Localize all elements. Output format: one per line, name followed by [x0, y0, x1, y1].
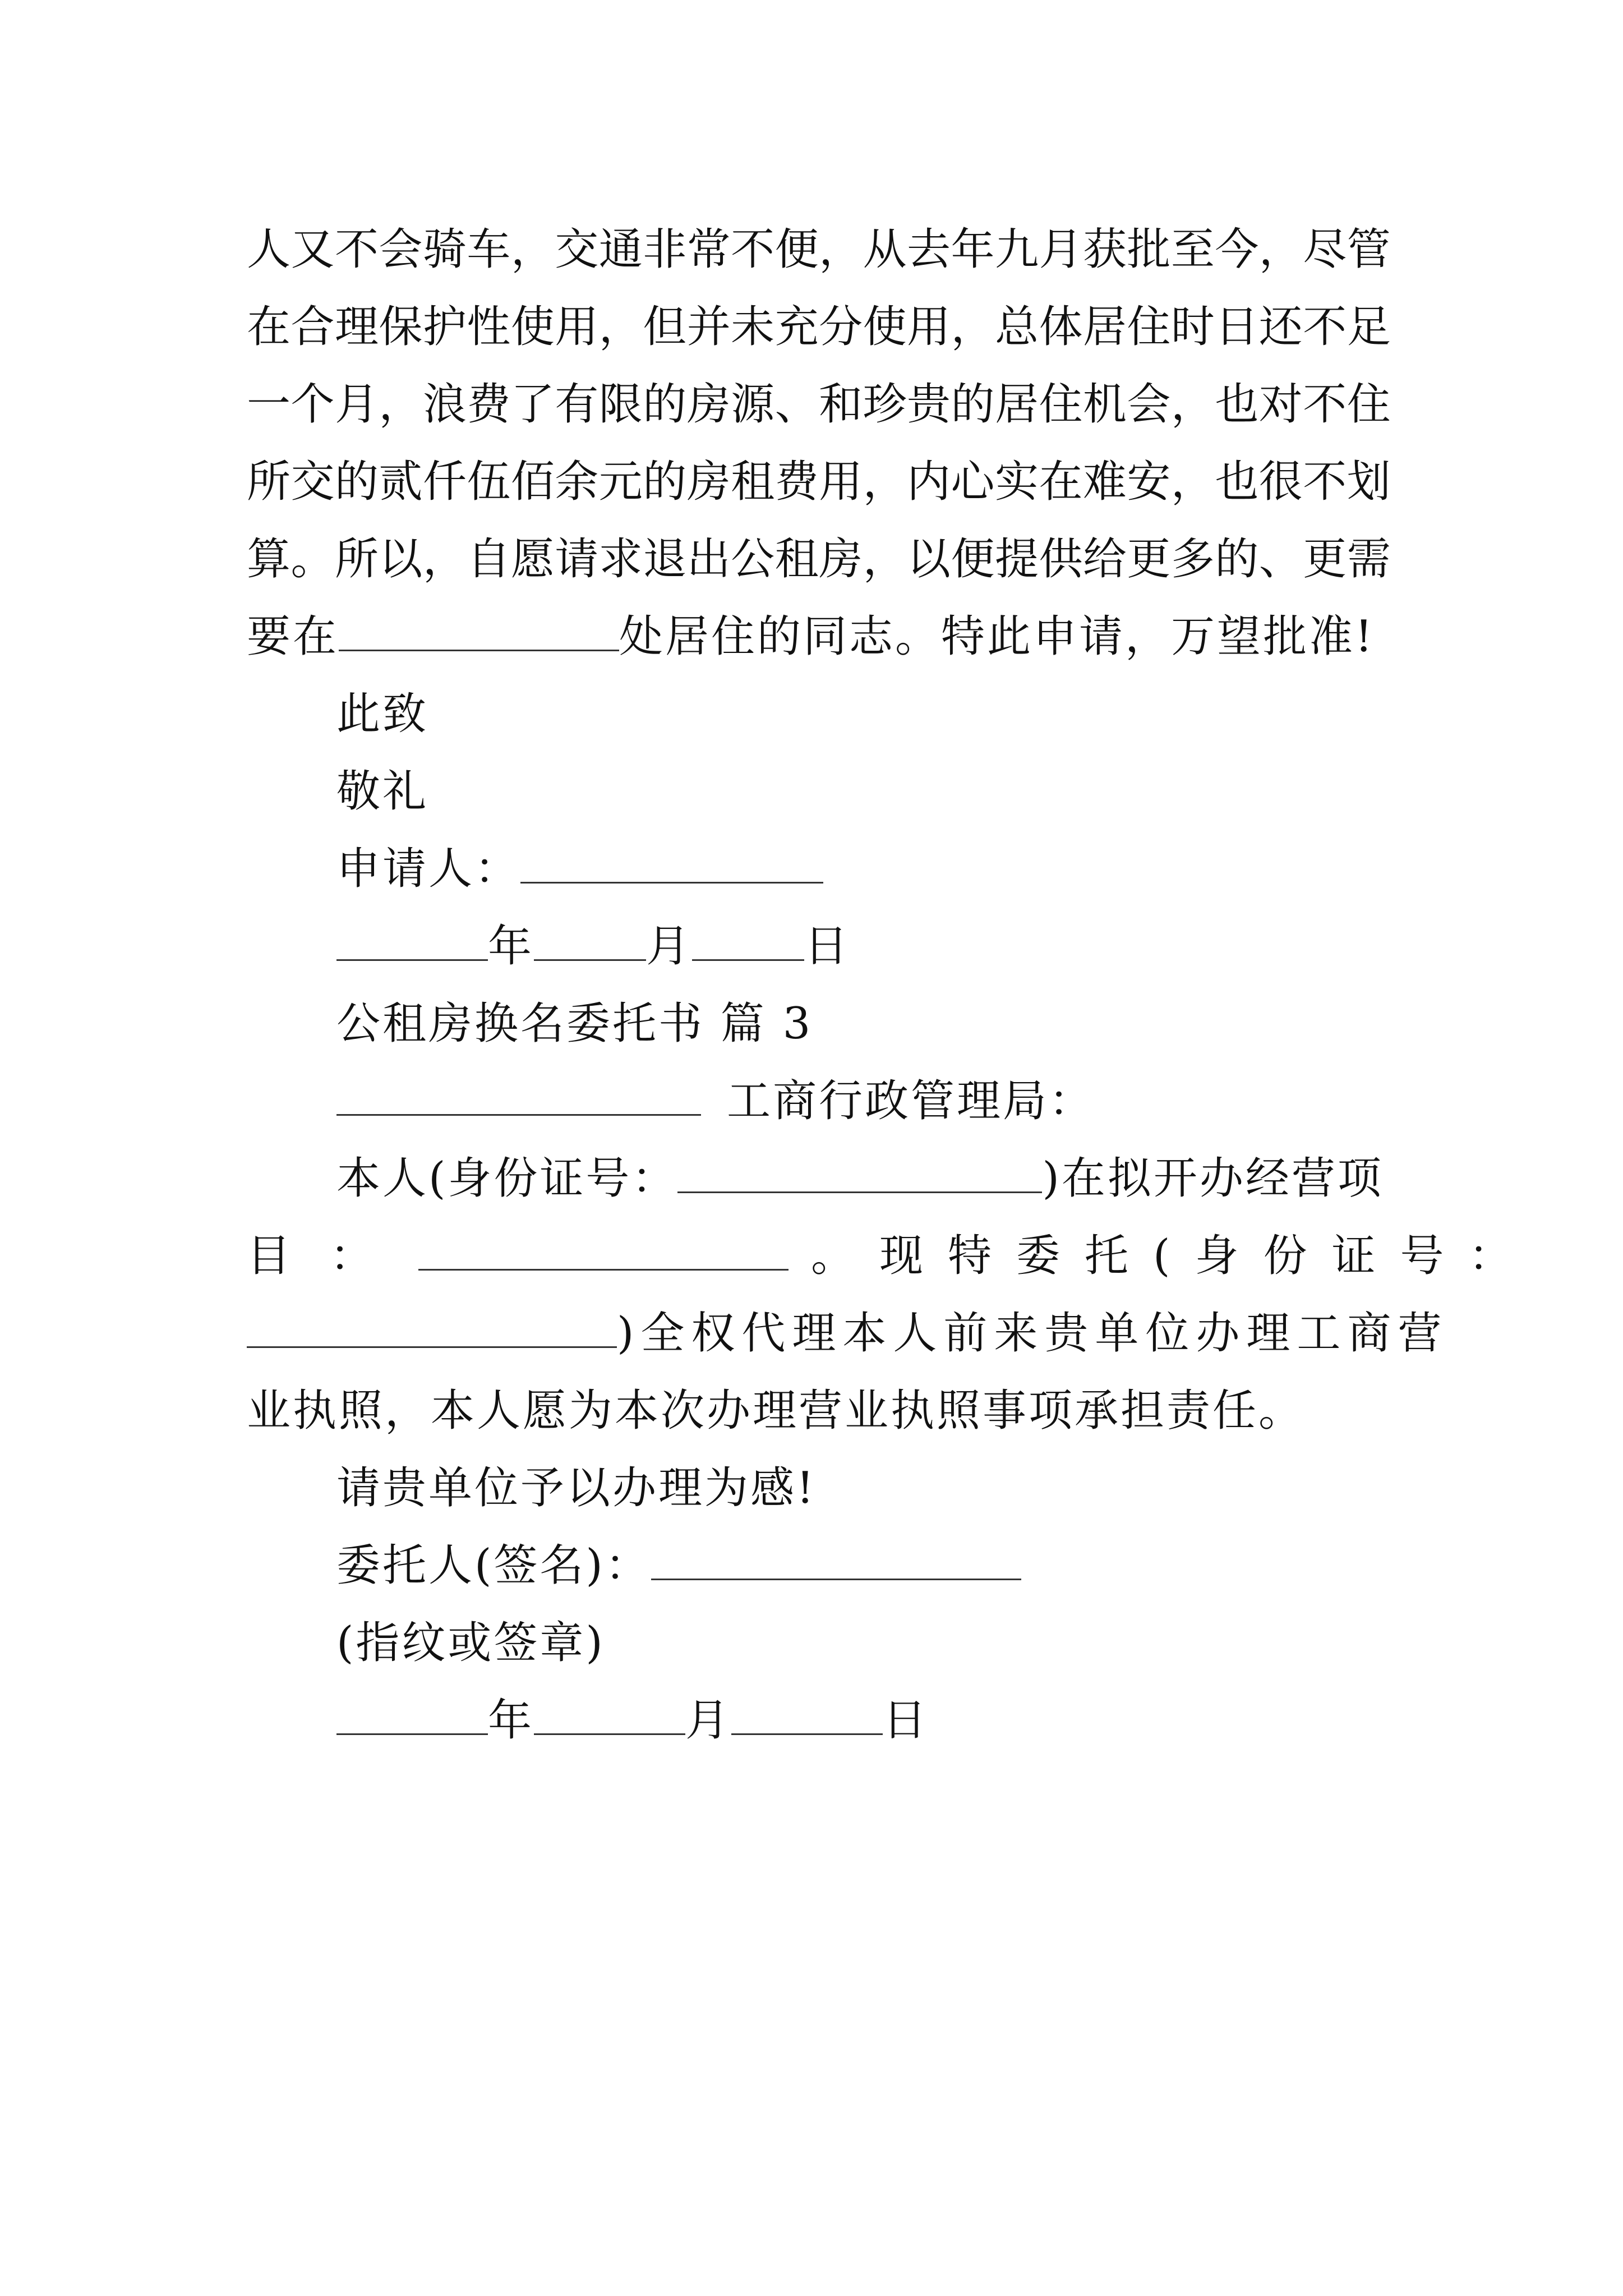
paragraph-char: ，	[1170, 379, 1215, 430]
paragraph-char: 总	[994, 302, 1039, 352]
paragraph-char: 并	[686, 302, 731, 352]
paragraph-char: 伍	[467, 457, 511, 507]
blank-day[interactable]	[692, 915, 804, 961]
paragraph-char: 分	[819, 302, 863, 352]
paragraph-char: 供	[1039, 534, 1083, 585]
paragraph-char: 还	[1258, 302, 1303, 352]
paragraph-char: 便	[951, 534, 995, 585]
paragraph-char: 给	[1082, 534, 1127, 585]
paragraph-char: 机	[1082, 379, 1127, 430]
paragraph-char: 今	[1215, 224, 1259, 275]
paragraph-char: ，	[1258, 224, 1303, 275]
paragraph-char: 骑	[422, 224, 467, 275]
paragraph-char: 内	[907, 457, 951, 507]
paragraph-char: 的	[643, 379, 687, 430]
paragraph-char: 又	[291, 224, 335, 275]
addressee-row	[336, 1070, 1391, 1132]
paragraph-char: 足	[1347, 302, 1391, 352]
respect-closing: 敬礼	[336, 766, 429, 817]
paragraph-char: 保	[379, 302, 423, 352]
blank-business-item[interactable]	[418, 1225, 789, 1271]
paragraph-char: 在	[1039, 457, 1083, 507]
paragraph-char: 以	[379, 534, 423, 585]
applicant-row	[336, 838, 1391, 900]
applicant-label: 申请人：	[336, 844, 521, 894]
principal-row	[336, 1535, 1391, 1596]
paragraph-char: 、	[1258, 534, 1303, 585]
paragraph-char: 贵	[907, 379, 951, 430]
paragraph-char: 交	[555, 224, 599, 275]
body-line-1	[336, 1148, 1391, 1209]
blank-year[interactable]	[336, 1690, 488, 1735]
paragraph-char: 九	[994, 224, 1039, 275]
paragraph-char: 也	[1215, 457, 1259, 507]
paragraph-char: 、	[774, 379, 819, 430]
paragraph-char: 会	[379, 224, 423, 275]
paragraph-char: 不	[1303, 302, 1347, 352]
year-label: 年	[488, 921, 534, 972]
paragraph-char: 多	[1170, 534, 1215, 585]
paragraph-char: 房	[819, 534, 863, 585]
paragraph-char: 通	[598, 224, 643, 275]
paragraph-char: 退	[643, 534, 687, 585]
paragraph-char: 从	[863, 224, 907, 275]
paragraph-char: ，	[863, 534, 907, 585]
paragraph-char: 实	[994, 457, 1039, 507]
paragraph-char: 所	[247, 457, 291, 507]
paragraph-char: 需	[1347, 534, 1391, 585]
paragraph-char: 车	[467, 224, 511, 275]
section-title: 公租房换名委托书 篇 3	[336, 999, 813, 1049]
thanks-line: 请贵单位予以办理为感!	[336, 1463, 817, 1513]
paragraph-text: 处居住的同志。特此申请，万望批准!	[619, 611, 1375, 662]
date-row-2	[336, 1690, 1391, 1751]
body-text: )在拟开办经营项	[1042, 1153, 1384, 1204]
paragraph-char: ，	[510, 224, 555, 275]
month-label: 月	[646, 921, 693, 972]
paragraph-char: 住	[1039, 379, 1083, 430]
paragraph-char: 以	[907, 534, 951, 585]
paragraph-char: 了	[510, 379, 555, 430]
paragraph-char: 便	[774, 224, 819, 275]
paragraph-char: 的	[951, 379, 995, 430]
paragraph-char: 但	[643, 302, 687, 352]
body-text: )全权代理本人前来贵单位办理工商营	[617, 1308, 1449, 1359]
paragraph-char: 珍	[863, 379, 907, 430]
paragraph-char: 用	[819, 457, 863, 507]
paragraph-char: 和	[819, 379, 863, 430]
paragraph-char: 安	[1127, 457, 1171, 507]
paragraph-char: 去	[907, 224, 951, 275]
year-label: 年	[488, 1695, 534, 1746]
paragraph-char: 浪	[422, 379, 467, 430]
body-text: 。现特委托(身份证号：	[811, 1231, 1537, 1281]
paragraph-line	[247, 296, 1391, 358]
paragraph-char: 一	[247, 379, 291, 430]
paragraph-char: 更	[1303, 534, 1347, 585]
date-row	[336, 915, 1391, 977]
paragraph-char: 租	[774, 534, 819, 585]
paragraph-char: 对	[1258, 379, 1303, 430]
paragraph-char: 未	[731, 302, 775, 352]
paragraph-char: 公	[731, 534, 775, 585]
blank-agent-id[interactable]	[247, 1303, 617, 1348]
paragraph-char: ，	[379, 379, 423, 430]
paragraph-char: 会	[1127, 379, 1171, 430]
paragraph-char: 体	[1039, 302, 1083, 352]
paragraph-char: 愿	[510, 534, 555, 585]
paragraph-char: 所	[334, 534, 379, 585]
paragraph-char: 交	[291, 457, 335, 507]
paragraph-char: 使	[863, 302, 907, 352]
paragraph-char: 租	[731, 457, 775, 507]
paragraph-char: 不	[1303, 457, 1347, 507]
month-label: 月	[685, 1695, 732, 1746]
day-label: 日	[804, 921, 851, 972]
paragraph-char: 护	[422, 302, 467, 352]
paragraph-char: 源	[731, 379, 775, 430]
paragraph-char: 理	[334, 302, 379, 352]
blank-location[interactable]	[339, 606, 619, 651]
paragraph-char: 难	[1082, 457, 1127, 507]
paragraph-char: 充	[774, 302, 819, 352]
paragraph-char: 常	[686, 224, 731, 275]
paragraph-char: 佰	[510, 457, 555, 507]
paragraph-char: 很	[1258, 457, 1303, 507]
paragraph-char: 管	[1347, 224, 1391, 275]
paragraph-char: 获	[1082, 224, 1127, 275]
paragraph-char: ，	[819, 224, 863, 275]
body-text: 目：	[247, 1231, 413, 1281]
paragraph-char: 合	[291, 302, 335, 352]
paragraph-char: 房	[686, 457, 731, 507]
paragraph-char: ，	[863, 457, 907, 507]
paragraph-char: 余	[555, 457, 599, 507]
paragraph-char: 年	[951, 224, 995, 275]
paragraph-char: 算	[247, 534, 291, 585]
paragraph-char: 也	[1215, 379, 1259, 430]
blank-addressee[interactable]	[336, 1070, 701, 1116]
paragraph-char: 有	[555, 379, 599, 430]
paragraph-char: 批	[1127, 224, 1171, 275]
blank-month[interactable]	[534, 915, 646, 961]
paragraph-line	[247, 219, 1391, 280]
paragraph-char: 划	[1347, 457, 1391, 507]
paragraph-char: ，	[951, 302, 995, 352]
paragraph-char: 的	[1215, 534, 1259, 585]
paragraph-char: 人	[247, 224, 291, 275]
paragraph-text: 要在	[247, 611, 339, 662]
paragraph-char: 住	[1347, 379, 1391, 430]
paragraph-char: 提	[994, 534, 1039, 585]
body-line-3	[247, 1303, 1449, 1364]
paragraph-char: 用	[555, 302, 599, 352]
blank-year[interactable]	[336, 915, 488, 961]
paragraph-char: 请	[555, 534, 599, 585]
paragraph-char: 尽	[1303, 224, 1347, 275]
blank-id-number[interactable]	[677, 1148, 1042, 1193]
paragraph-char: 。	[291, 534, 335, 585]
blank-day[interactable]	[731, 1690, 883, 1735]
paragraph-char: 元	[598, 457, 643, 507]
paragraph-char: 至	[1170, 224, 1215, 275]
paragraph-char: 用	[907, 302, 951, 352]
paragraph-char: 居	[1082, 302, 1127, 352]
paragraph-char: 居	[994, 379, 1039, 430]
fingerprint-note: (指纹或签章)	[336, 1618, 605, 1668]
paragraph-char: 住	[1127, 302, 1171, 352]
paragraph-char: 性	[467, 302, 511, 352]
paragraph-char: 使	[510, 302, 555, 352]
paragraph-char: 仟	[422, 457, 467, 507]
blank-month[interactable]	[534, 1690, 685, 1735]
paragraph-char: 心	[951, 457, 995, 507]
paragraph-line	[247, 374, 1391, 435]
paragraph-char: 日	[1215, 302, 1259, 352]
paragraph-char: 个	[291, 379, 335, 430]
body-line-2	[247, 1225, 1537, 1287]
paragraph-char: 出	[686, 534, 731, 585]
paragraph-char: 在	[247, 302, 291, 352]
paragraph-last-line	[247, 606, 1391, 668]
principal-label: 委托人(签名)：	[336, 1540, 651, 1591]
paragraph-char: 非	[643, 224, 687, 275]
salutation: 此致	[336, 689, 429, 739]
paragraph-char: ，	[598, 302, 643, 352]
paragraph-line	[247, 451, 1391, 513]
paragraph-line	[247, 528, 1391, 590]
paragraph-char: 时	[1170, 302, 1215, 352]
paragraph-char: 求	[598, 534, 643, 585]
paragraph-char: 的	[334, 457, 379, 507]
body-line-4: 业执照，本人愿为本次办理营业执照事项承担责任。	[247, 1386, 1305, 1436]
addressee-label: 工商行政管理局：	[727, 1076, 1095, 1126]
paragraph-char: 房	[686, 379, 731, 430]
paragraph-char: 月	[1039, 224, 1083, 275]
paragraph-char: 限	[598, 379, 643, 430]
paragraph-char: 不	[1303, 379, 1347, 430]
paragraph-char: ，	[1170, 457, 1215, 507]
paragraph-char: 月	[334, 379, 379, 430]
paragraph-char: 更	[1127, 534, 1171, 585]
paragraph-char: 自	[467, 534, 511, 585]
paragraph-char: 费	[774, 457, 819, 507]
body-text: 本人(身份证号：	[336, 1153, 678, 1204]
paragraph-char: 的	[643, 457, 687, 507]
paragraph-char: 不	[731, 224, 775, 275]
paragraph-char: 贰	[379, 457, 423, 507]
paragraph-char: ，	[422, 534, 467, 585]
blank-principal-signature[interactable]	[651, 1535, 1021, 1580]
blank-applicant[interactable]	[520, 838, 823, 884]
paragraph-char: 费	[467, 379, 511, 430]
day-label: 日	[883, 1695, 929, 1746]
paragraph-char: 不	[334, 224, 379, 275]
